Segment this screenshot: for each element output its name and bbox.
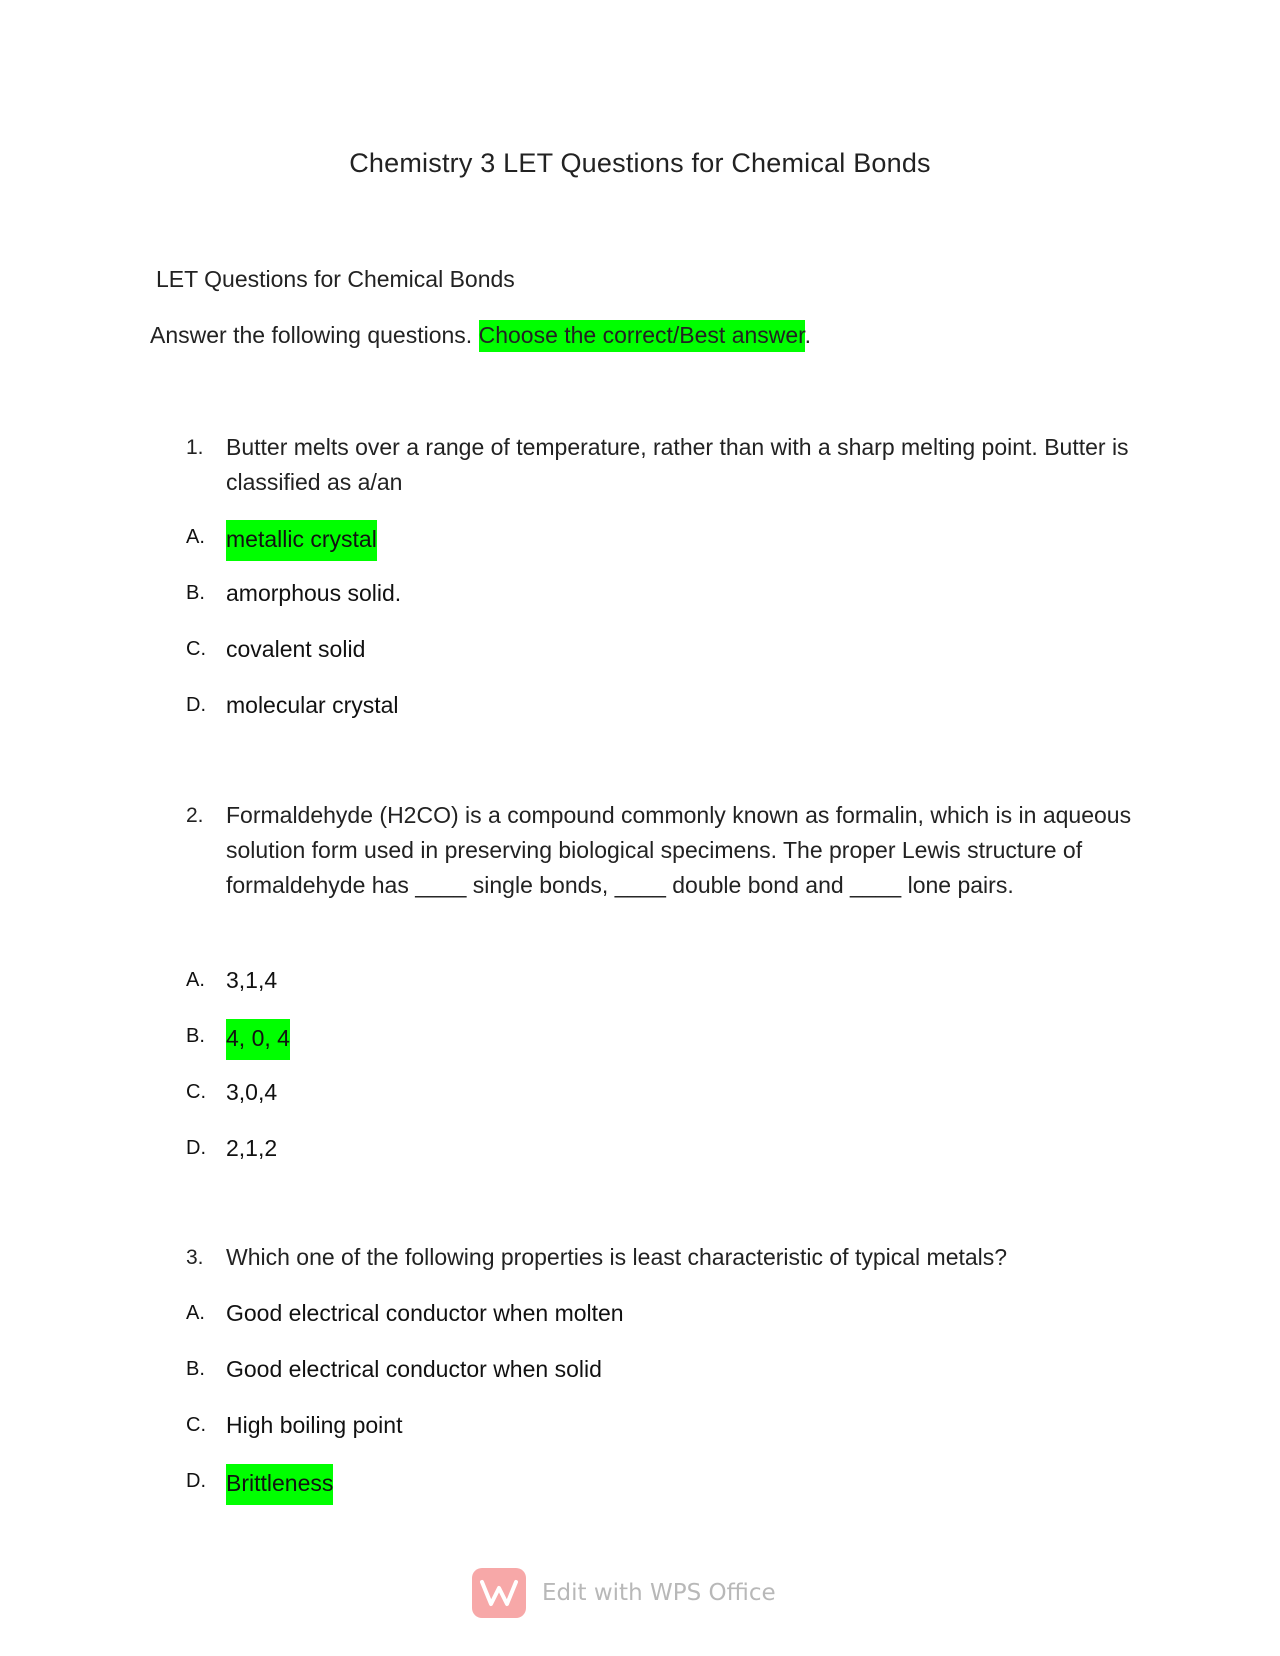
question-2-option-b (186, 1019, 290, 1060)
option-text: Good electrical conductor when solid (226, 1356, 602, 1382)
watermark-text: Edit with WPS Office (542, 1580, 776, 1606)
option-text-highlighted: Brittleness (226, 1464, 333, 1505)
instructions-lead: Answer the following questions. (150, 322, 479, 348)
option-letter: D. (186, 1470, 206, 1492)
question-text: Which one of the following properties is least characteristic of typical metals? (226, 1244, 1008, 1270)
option-text: High boiling point (226, 1412, 403, 1438)
option-text-highlighted: 4, 0, 4 (226, 1019, 290, 1060)
option-text: 2,1,2 (226, 1135, 278, 1161)
question-1-option-a (186, 520, 377, 561)
option-text: Good electrical conductor when molten (226, 1300, 624, 1326)
option-letter: D. (186, 1137, 206, 1159)
question-1 (186, 430, 1146, 500)
option-letter: C. (186, 638, 206, 660)
question-3-option-c (186, 1408, 402, 1443)
question-3 (186, 1240, 1146, 1275)
option-text: amorphous solid. (226, 580, 402, 606)
option-text: 3,0,4 (226, 1079, 278, 1105)
question-text: Formaldehyde (H2CO) is a compound commonly known as formalin, which is in aqueous solution form used in preserving biological specimens. The proper Lewis structure of formaldehyde has ____ single bonds, ____ double bond and ____ lone pairs. (226, 802, 1132, 898)
instructions (150, 322, 811, 349)
wps-logo-icon (472, 1568, 526, 1618)
question-2-option-d (186, 1131, 277, 1166)
option-text: 3,1,4 (226, 967, 278, 993)
question-3-option-d (186, 1464, 333, 1505)
question-number: 1. (186, 436, 204, 459)
question-2 (186, 798, 1146, 903)
wps-watermark[interactable] (472, 1568, 776, 1618)
document-subtitle: LET Questions for Chemical Bonds (156, 266, 515, 292)
option-letter: D. (186, 694, 206, 716)
option-letter: A. (186, 526, 205, 548)
instructions-tail: . (804, 322, 811, 348)
question-3-option-a (186, 1296, 624, 1331)
question-1-option-b (186, 576, 401, 611)
question-2-option-c (186, 1075, 277, 1110)
document-title: Chemistry 3 LET Questions for Chemical Bonds (349, 148, 931, 178)
option-letter: C. (186, 1081, 206, 1103)
option-letter: A. (186, 1302, 205, 1324)
question-3-option-b (186, 1352, 602, 1387)
question-1-option-d (186, 688, 399, 723)
question-number: 3. (186, 1246, 204, 1269)
option-letter: B. (186, 1358, 205, 1380)
question-1-option-c (186, 632, 365, 667)
question-2-option-a (186, 963, 277, 998)
option-letter: A. (186, 969, 205, 991)
option-text: molecular crystal (226, 692, 399, 718)
instructions-highlight: Choose the correct/Best answer (479, 320, 805, 352)
option-letter: C. (186, 1414, 206, 1436)
option-text-highlighted: metallic crystal (226, 520, 377, 561)
option-letter: B. (186, 1025, 205, 1047)
question-number: 2. (186, 804, 204, 827)
question-text: Butter melts over a range of temperature, rather than with a sharp melting point. Butter is classified as a/an (226, 434, 1129, 495)
option-letter: B. (186, 582, 205, 604)
option-text: covalent solid (226, 636, 366, 662)
